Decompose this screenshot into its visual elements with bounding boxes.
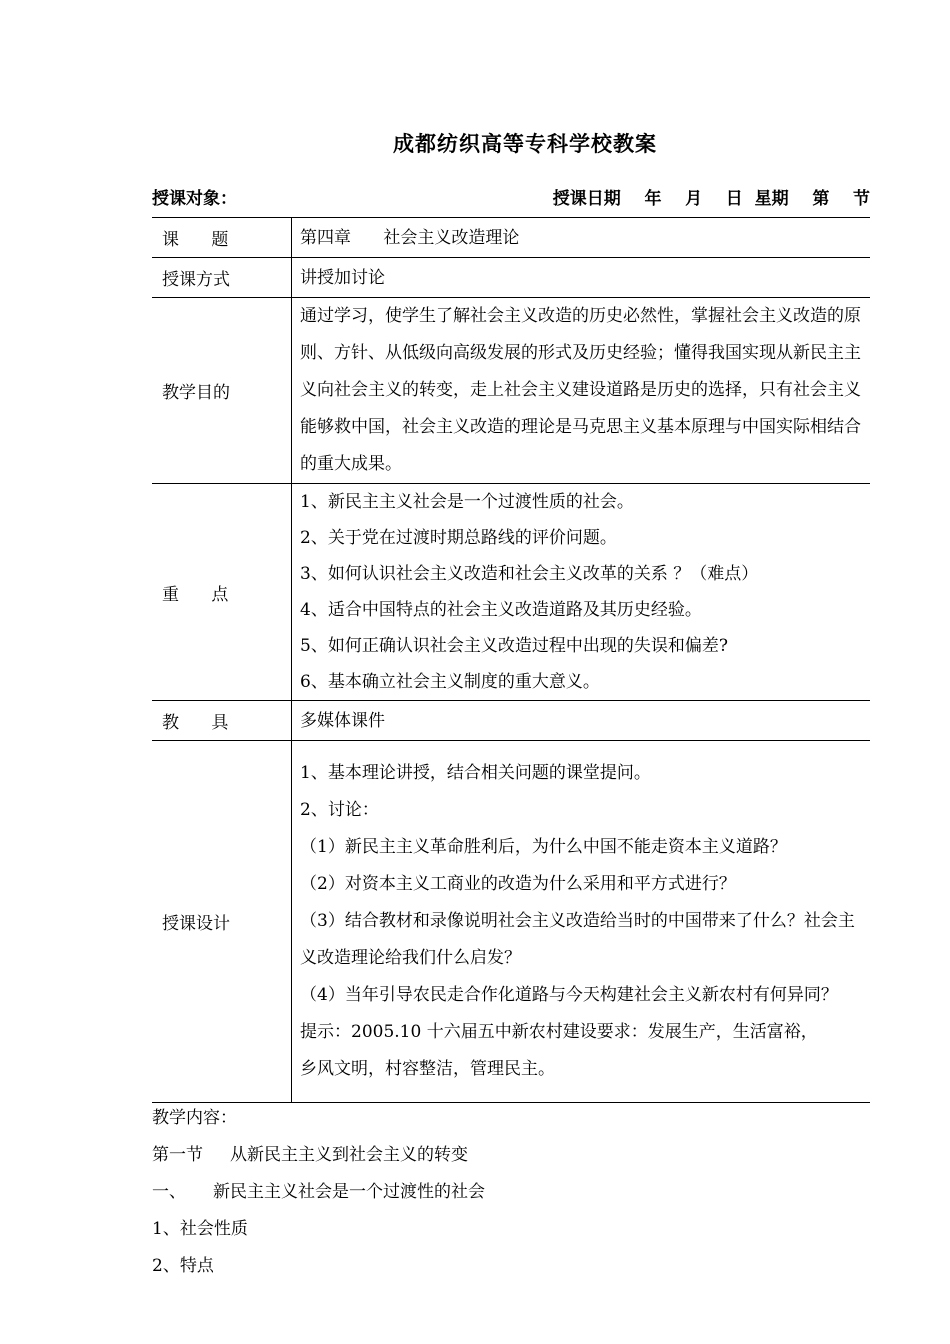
- row-design: [152, 741, 870, 1103]
- key-point-item: 2、关于党在过渡时期总路线的评价问题。: [300, 528, 617, 548]
- design-item: （1）新民主主义革命胜利后，为什么中国不能走资本主义道路？: [300, 837, 787, 857]
- row-key-points: [152, 484, 870, 701]
- method-label: 授课方式: [152, 258, 292, 298]
- design-label: 授课设计: [152, 741, 292, 1103]
- section-title: 第一节 从新民主主义到社会主义的转变: [152, 1145, 469, 1165]
- content-point: 1、社会性质: [152, 1219, 248, 1239]
- subsection-title: 一、 新民主主义社会是一个过渡性的社会: [152, 1182, 486, 1202]
- method-value: 讲授加讨论: [292, 258, 871, 298]
- goal-value: [292, 298, 871, 484]
- topic-value: 第四章 社会主义改造理论: [292, 218, 871, 258]
- key-point-item: 5、如何正确认识社会主义改造过程中出现的失误和偏差?: [300, 636, 728, 656]
- design-list: [292, 741, 871, 1103]
- document-title: 成都纺织高等专科学校教案: [393, 131, 657, 156]
- row-goal: [152, 298, 870, 484]
- teaching-content: [152, 1100, 870, 1285]
- audience-label: 授课对象：: [152, 189, 237, 209]
- row-method: [152, 258, 870, 298]
- header-row: [152, 184, 870, 210]
- topic-label: 课 题: [152, 218, 292, 258]
- key-points-list: [292, 484, 871, 701]
- design-item: （3）结合教材和录像说明社会主义改造给当时的中国带来了什么？社会主义改造理论给我们什么启发？: [300, 911, 855, 968]
- lesson-plan-table: [152, 217, 870, 1103]
- goal-text: 通过学习，使学生了解社会主义改造的历史必然性，掌握社会主义改造的原则、方针、从低级向高级发展的形式及历史经验；懂得我国实现从新民主主义向社会主义的转变，走上社会主义建设道路是历史的选择，只有社会主义能够救中国，社会主义改造的理论是马克思主义基本原理与中国实际相结合的重大成果。: [300, 306, 861, 474]
- row-tools: [152, 701, 870, 741]
- design-item: 2、讨论：: [300, 800, 379, 820]
- design-item: （4）当年引导农民走合作化道路与今天构建社会主义新农村有何异同？: [300, 985, 838, 1005]
- key-point-item: 3、如何认识社会主义改造和社会主义改革的关系 ？（难点）: [300, 564, 759, 584]
- key-point-item: 6、基本确立社会主义制度的重大意义。: [300, 672, 600, 692]
- design-item: 1、基本理论讲授，结合相关问题的课堂提问。: [300, 763, 651, 783]
- key-point-item: 4、适合中国特点的社会主义改造道路及其历史经验。: [300, 600, 702, 620]
- date-label: 授课日期 年 月 日 星期 第 节: [552, 189, 870, 209]
- design-item: （2）对资本主义工商业的改造为什么采用和平方式进行？: [300, 874, 736, 894]
- tools-value: 多媒体课件: [292, 701, 871, 741]
- design-item: 提示：2005.10 十六届五中新农村建设要求：发展生产，生活富裕，乡风文明，村容整洁，管理民主。: [300, 1022, 818, 1079]
- key-point-item: 1、新民主主义社会是一个过渡性质的社会。: [300, 492, 634, 512]
- row-topic: [152, 218, 870, 258]
- key-points-label: 重 点: [152, 484, 292, 701]
- tools-label: 教 具: [152, 701, 292, 741]
- goal-label: 教学目的: [152, 298, 292, 484]
- content-point: 2、特点: [152, 1256, 214, 1276]
- content-heading: 教学内容：: [152, 1108, 237, 1128]
